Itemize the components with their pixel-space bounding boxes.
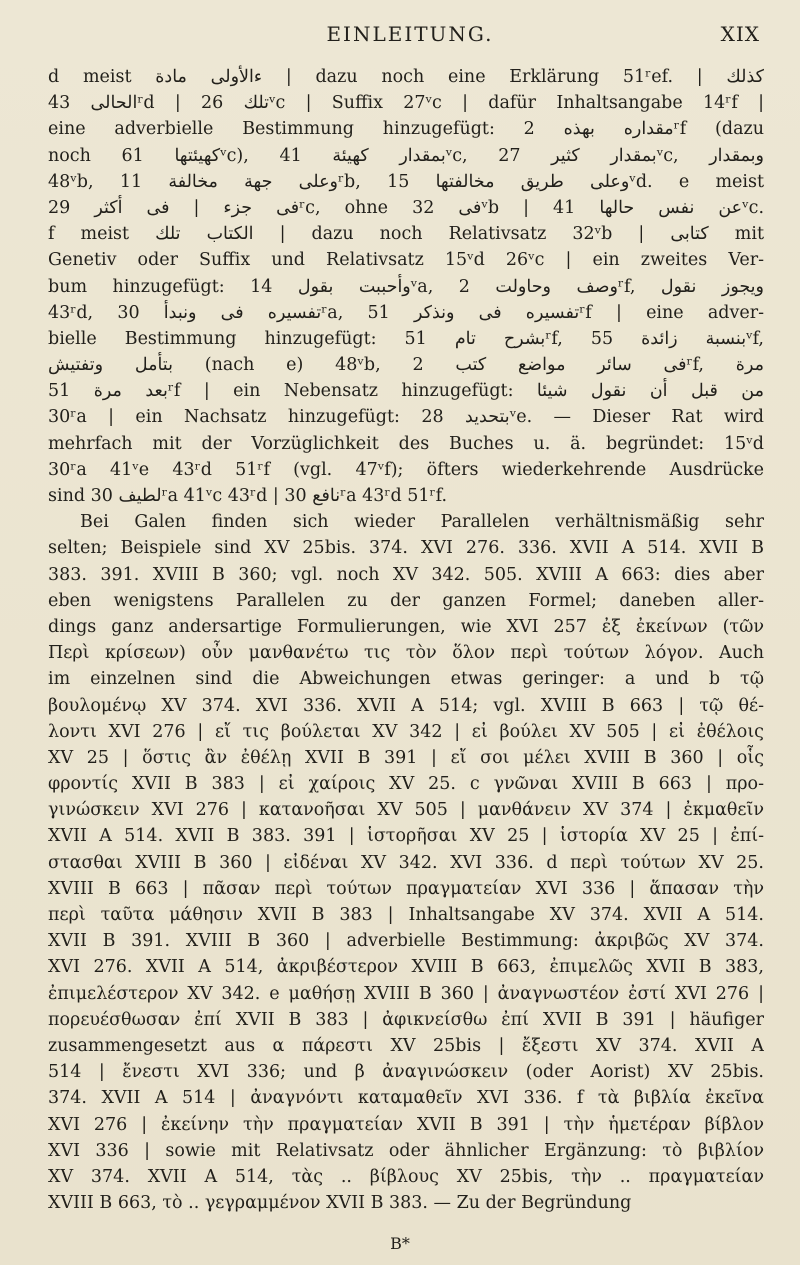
text-line: 30ʳa | ein Nachsatz hinzugefügt: ﺑﺘﺤﺪﻳﺪ 28ᵛe. — Dieser Rat wird [48,407,764,428]
text-line: στασθαι XVIII B 360 | εἰδέναι XV 342. XVI 336. d περὶ τούτων XV 25. [48,852,764,873]
text-line: selten; Beispiele sind XV 25bis. 374. XVI 276. 336. XVII A 514. XVII B [48,538,764,559]
text-line: XVI 336 | sowie mit Relativsatz oder ähnlicher Ergänzung: τὸ βιβλίον [48,1140,764,1161]
text-line: XVI 276. XVII A 514, ἀκριβέστερον XVIII B 663, ἐπιμελῶς XVII B 383, [48,957,764,978]
text-line: φροντίς XVII B 383 | εἰ χαίροις XV 25. c γνῶναι XVIII B 663 | προ- [48,774,764,795]
text-line: Genetiv oder Suffix und Relativsatz 15ᵛd 26ᵛc | ein zweites Ver- [48,250,764,271]
text-line: XV 374. XVII A 514, τὰς .. βίβλους XV 25bis, τὴν .. πραγματείαν [48,1166,764,1187]
text-line: XV 25 | ὅστις ἂν ἐθέλῃ XVII B 391 | εἴ σοι μέλει XVIII B 360 | οἷς [48,747,764,768]
text-line: XVIII B 663 | πᾶσαν περὶ τούτων πραγματείαν XVI 336 | ἅπασαν τὴν [48,878,764,899]
text-line: 374. XVII A 514 | ἀναγνόντι καταμαθεῖν XVI 336. f τὰ βιβλία ἐκεῖνα [48,1088,764,1109]
text-line: XVIII B 663, τὸ .. γεγραμμένον XVII B 383. — Zu der Begründung [48,1193,632,1214]
page-number: XIX [720,22,760,46]
signature-mark: B* [390,1234,410,1253]
text-line: f meist ﺍﻟﻜﺘﺎﺏ ﺗﻠﻚ | dazu noch Relativsatz 32ᵛb | ﻛﺘﺎﺑﻰ mit [48,224,764,245]
text-line: mehrfach mit der Vorzüglichkeit des Buches u. ä. begründet: 15ᵛd [48,433,764,454]
text-line: im einzelnen sind die Abweichungen etwas geringer: a und b τῷ [48,669,764,690]
text-line: ﻓﻰ ﺟﺰﺀ | ﻓﻰ ﺃﻛﺜﺮ 29ʳc, ohne ﻓﻰ 32ᵛb | ﻋﻦ ﻧﻔﺲ ﺣﺎﻟﻬﺎ 41ᵛc. [48,197,764,218]
text-line: βουλομένῳ XV 374. XVI 336. XVII A 514; vgl. XVIII B 663 | τῷ θέ- [48,695,764,716]
text-line: XVII B 391. XVIII B 360 | adverbielle Bestimmung: ἀκριβῶς XV 374. [48,931,764,952]
running-head [60,22,760,52]
text-line: dings ganz andersartige Formulierungen, wie XVI 257 ἐξ ἐκείνων (τῶν [48,616,764,637]
text-line: bielle Bestimmung hinzugefügt: ﺑﺸﺮﺡ ﺗﺎﻡ 51ʳf, ﺑﻨﺴﺒﺔ ﺯﺍﺋﺪﺓ 55ᵛf, [48,328,764,349]
text-line: Περὶ κρίσεων) οὖν μανθανέτω τις τὸν ὅλον περὶ τούτων λόγον. Auch [48,643,764,664]
body-text [48,64,764,1216]
text-line: ἐπιμελέστερον XV 342. e μαθήσῃ XVIII B 360 | ἀναγνωστέον ἐστί XVI 276 | [48,983,764,1004]
text-line: XVII A 514. XVII B 383. 391 | ἱστορῆσαι XV 25 | ἱστορία XV 25 | ἐπί- [48,826,764,847]
text-line: eben wenigstens Parallelen zu der ganzen Formel; daneben aller- [48,590,764,611]
text-line: eine adverbielle Bestimmung hinzugefügt: ﻣﻘﺪﺍﺭﻩ ﺑﻬﺬﻩ 2ʳf (dazu [48,119,764,140]
text-line: 48ᵛb, ﻭﻋﻠﻰ ﺟﻬﺔ ﻣﺨﺎﻟﻔﺔ 11ʳb, ﻭﻋﻠﻰ ﻃﺮﻳﻖ ﻣﺨﺎﻟﻔﺘﻬﺎ 15ᵛd. e meist [48,171,764,192]
text-line: bum hinzugefügt: ﻭﺃﺣﺒﺒﺖ ﺑﻘﻮﻝ 14ᵛa, ﻭﺻﻒ ﻭﺣﺎﻭﻟﺖ 2ʳf, ﻭﻳﺠﻮﺯ ﻧﻘﻮﻝ [48,276,764,297]
text-line: 43ʳd, ﺗﻔﺴﻴﺮﻩ ﻓﻰ ﻭﻧﺒﺪﺃ 30ʳa, ﺗﻔﺴﻴﺮﻩ ﻓﻰ ﻭﻧﺬﻛﺮ 51ʳf | eine adver- [48,302,764,323]
text-line: noch ﻛﻬﻴﺌﺘﻬﺎ 61ᵛc), ﺑﻤﻘﺪﺍﺭ ﻛﻬﻴﺌﺔ 41ᵛc, ﺑﻤﻘﺪﺍﺭ ﻛﺜﻴﺮ 27ᵛc, ﻭﺑﻤﻘﺪﺍﺭ [48,145,764,166]
text-line: XVI 276 | ἐκείνην τὴν πραγματείαν XVII B 391 | τὴν ἡμετέραν βίβλον [48,1114,764,1135]
text-line: 383. 391. XVIII B 360; vgl. noch XV 342. 505. XVIII A 663: dies aber [48,564,764,585]
running-title: EINLEITUNG. [326,22,494,46]
text-line: zusammengesetzt aus α πάρεστι XV 25bis | ἔξεστι XV 374. XVII A [48,1035,764,1056]
text-line: 514 | ἔνεστι XVI 336; und β ἀναγινώσκειν (oder Aorist) XV 25bis. [48,1062,764,1083]
paragraph-start-line: Bei Galen finden sich wieder Parallelen verhältnismäßig sehr [80,512,764,533]
text-line: d meist ﺀﺍﻷﻭﻟﻰ ﻣﺎﺩﺓ | dazu noch eine Erklärung 51ʳef. | ﻛﺬﻟﻚ [48,67,764,87]
text-line: ﺑﺘﺄﻣﻞ ﻭﺗﻔﺘﻴﺶ (nach e) 48ᵛb, ﻓﻰ ﺳﺎﺋﺮ ﻣﻮﺍﺿﻊ ﻛﺘﺐ 2ʳf, ﻣﺮﺓ [48,355,764,376]
text-line: περὶ ταῦτα μάθησιν XVII B 383 | Inhaltsangabe XV 374. XVII A 514. [48,905,764,925]
text-line: 30ʳa 41ᵛe 43ʳd 51ʳf (vgl. 47ᵛf); öfters wiederkehrende Ausdrücke [48,459,764,480]
text-line: γινώσκειν XVI 276 | κατανοῆσαι XV 505 | μανθάνειν XV 374 | ἐκμαθεῖν [48,800,764,821]
text-line: sind ﻟﻄﻴﻒ 30ʳa 41ᵛc 43ʳd | ﻧﺎﻓﻊ 30ʳa 43ʳd 51ʳf. [48,486,448,506]
text-line: ﺍﻟﺤﺎﻟﻰ 43ʳd | ﺗﻠﻚ 26ᵛc | Suffix 27ᵛc | dafür Inhaltsangabe 14ʳf | [48,93,764,114]
text-line: πορευέσθωσαν ἐπί XVII B 383 | ἀφικνείσθω ἐπί XVII B 391 | häufiger [48,1009,764,1030]
text-line: λοντι XVI 276 | εἴ τις βούλεται XV 342 | εἰ βούλει XV 505 | εἰ ἐθέλοις [48,721,764,742]
text-line: ﺑﻌﺪ ﻣﺮﺓ 51ʳf | ein Nebensatz hinzugefügt: ﻣﻦ ﻗﺒﻞ ﺃﻥ ﻧﻘﻮﻝ ﺷﻴﺌﺎ [48,381,764,402]
